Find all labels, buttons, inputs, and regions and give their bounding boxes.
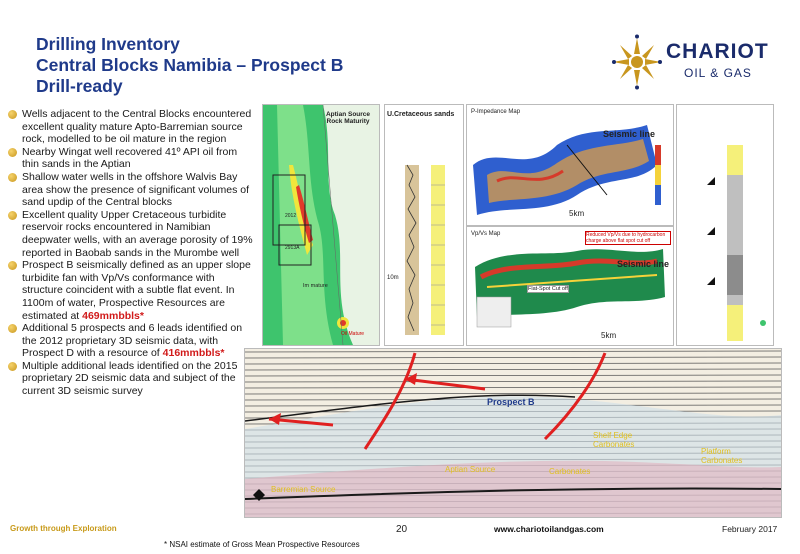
bullet-icon: [8, 148, 17, 157]
vpvs-note: Reduced Vp/Vs due to hydrocarbon charge above flat spot cut off: [585, 231, 671, 245]
bullet-icon: [8, 362, 17, 371]
bullet-item: [6, 360, 256, 398]
well-log-panel: [384, 104, 464, 346]
p-impedance-panel: [466, 104, 674, 226]
strat-column-panel: [676, 104, 774, 346]
bullet-icon: [8, 110, 17, 119]
bullet-text: Multiple additional leads identified on the 2015 proprietary 2D seismic data and subject of the current 3D seismic survey: [22, 359, 238, 398]
bullet-item: [6, 259, 256, 322]
vpvs-title: Vp/Vs Map: [471, 231, 501, 237]
maturity-label-2012: 2012: [285, 213, 297, 219]
company-logo: [612, 34, 792, 94]
bullet-icon: [8, 211, 17, 220]
title-line-1: Drilling Inventory: [36, 34, 180, 54]
resource-estimate: 469mmbbls*: [82, 309, 144, 322]
bullet-list: [6, 108, 256, 398]
bullet-text: Wells adjacent to the Central Blocks encountered excellent quality mature Apto-Barremian source rock, modelled to be oil mature in the region: [22, 108, 252, 146]
sun-star-icon: [612, 34, 662, 90]
footer-tagline: Growth through Exploration: [10, 524, 117, 533]
slide-title: [36, 34, 343, 97]
flat-spot-label: Flat-Spot Cut off: [528, 286, 568, 292]
well-log-title: U.Cretaceous sands: [387, 111, 455, 118]
title-line-2: Central Blocks Namibia – Prospect B: [36, 55, 344, 75]
bullet-item: [6, 322, 256, 360]
p-impedance-map: [467, 105, 673, 225]
vpvs-scale: 5km: [601, 331, 617, 340]
immature-label: Im mature: [303, 283, 328, 289]
bullet-text: Prospect B seismically defined as an upper slope turbidite fan with Vp/Vs conformance with structure coincident with a subtle flat event. In 1100m of water, Prospective Resources are estimated at: [22, 259, 251, 322]
bullet-text: Shallow water wells in the offshore Walvis Bay area show the presence of significant volumes of sand updip of the Central blocks: [22, 170, 250, 209]
website-link[interactable]: www.chariotoilandgas.com: [494, 524, 604, 534]
bullet-text: Nearby Wingat well recovered 41º API oil from thin sands in the Aptian: [22, 145, 238, 171]
barremian-source-label: Barremian Source: [271, 485, 336, 494]
bullet-text: Excellent quality Upper Cretaceous turbidite reservoir rocks encountered in Namibian deepwater wells, with an average porosity of 19% reported in Baobab sands in the Murombe well: [22, 208, 253, 259]
bullet-item: [6, 171, 256, 209]
maturity-map-panel: [262, 104, 380, 346]
oil-mature-label: Oil Mature: [341, 331, 365, 337]
vpvs-panel: [466, 226, 674, 346]
bullet-item: [6, 146, 256, 171]
p-impedance-seismic-line: Seismic line: [603, 129, 656, 139]
logo-name: CHARIOT: [666, 40, 769, 63]
aptian-source-label: Aptian Source: [445, 465, 496, 474]
footnote: * NSAI estimate of Gross Mean Prospective Resources: [164, 540, 360, 549]
title-line-3: Drill-ready: [36, 76, 123, 96]
well-log-scale: 10m: [387, 275, 399, 281]
bullet-icon: [8, 261, 17, 270]
carbonates-label: Carbonates: [549, 467, 591, 476]
maturity-label-2913a: 2913A: [285, 245, 300, 251]
well-log-chart: [385, 105, 463, 345]
logo-subtitle: OIL & GAS: [684, 66, 752, 80]
p-impedance-title: P-Impedance Map: [471, 109, 521, 115]
bullet-item: [6, 209, 256, 259]
bullet-icon: [8, 173, 17, 182]
prospect-b-label: Prospect B: [487, 397, 535, 407]
bullet-icon: [8, 324, 17, 333]
footer-date: February 2017: [722, 524, 778, 534]
vpvs-seismic-line: Seismic line: [617, 259, 670, 269]
platform-carbonates-label: Platform Carbonates: [701, 447, 743, 465]
strat-column: [677, 105, 773, 345]
maturity-map: [263, 105, 379, 345]
bullet-text: Additional 5 prospects and 6 leads identified on the 2012 proprietary 3D seismic data, with Prospect D with a resource of: [22, 322, 243, 360]
shelf-edge-label: Shelf Edge Carbonates: [593, 431, 635, 449]
resource-estimate: 416mmbbls*: [162, 347, 225, 360]
bullet-item: [6, 108, 256, 146]
page-number: 20: [396, 524, 408, 535]
maturity-map-title: Aptian Source Rock Maturity: [325, 111, 371, 125]
seismic-section-panel: [244, 348, 782, 518]
p-impedance-scale: 5km: [569, 209, 585, 218]
